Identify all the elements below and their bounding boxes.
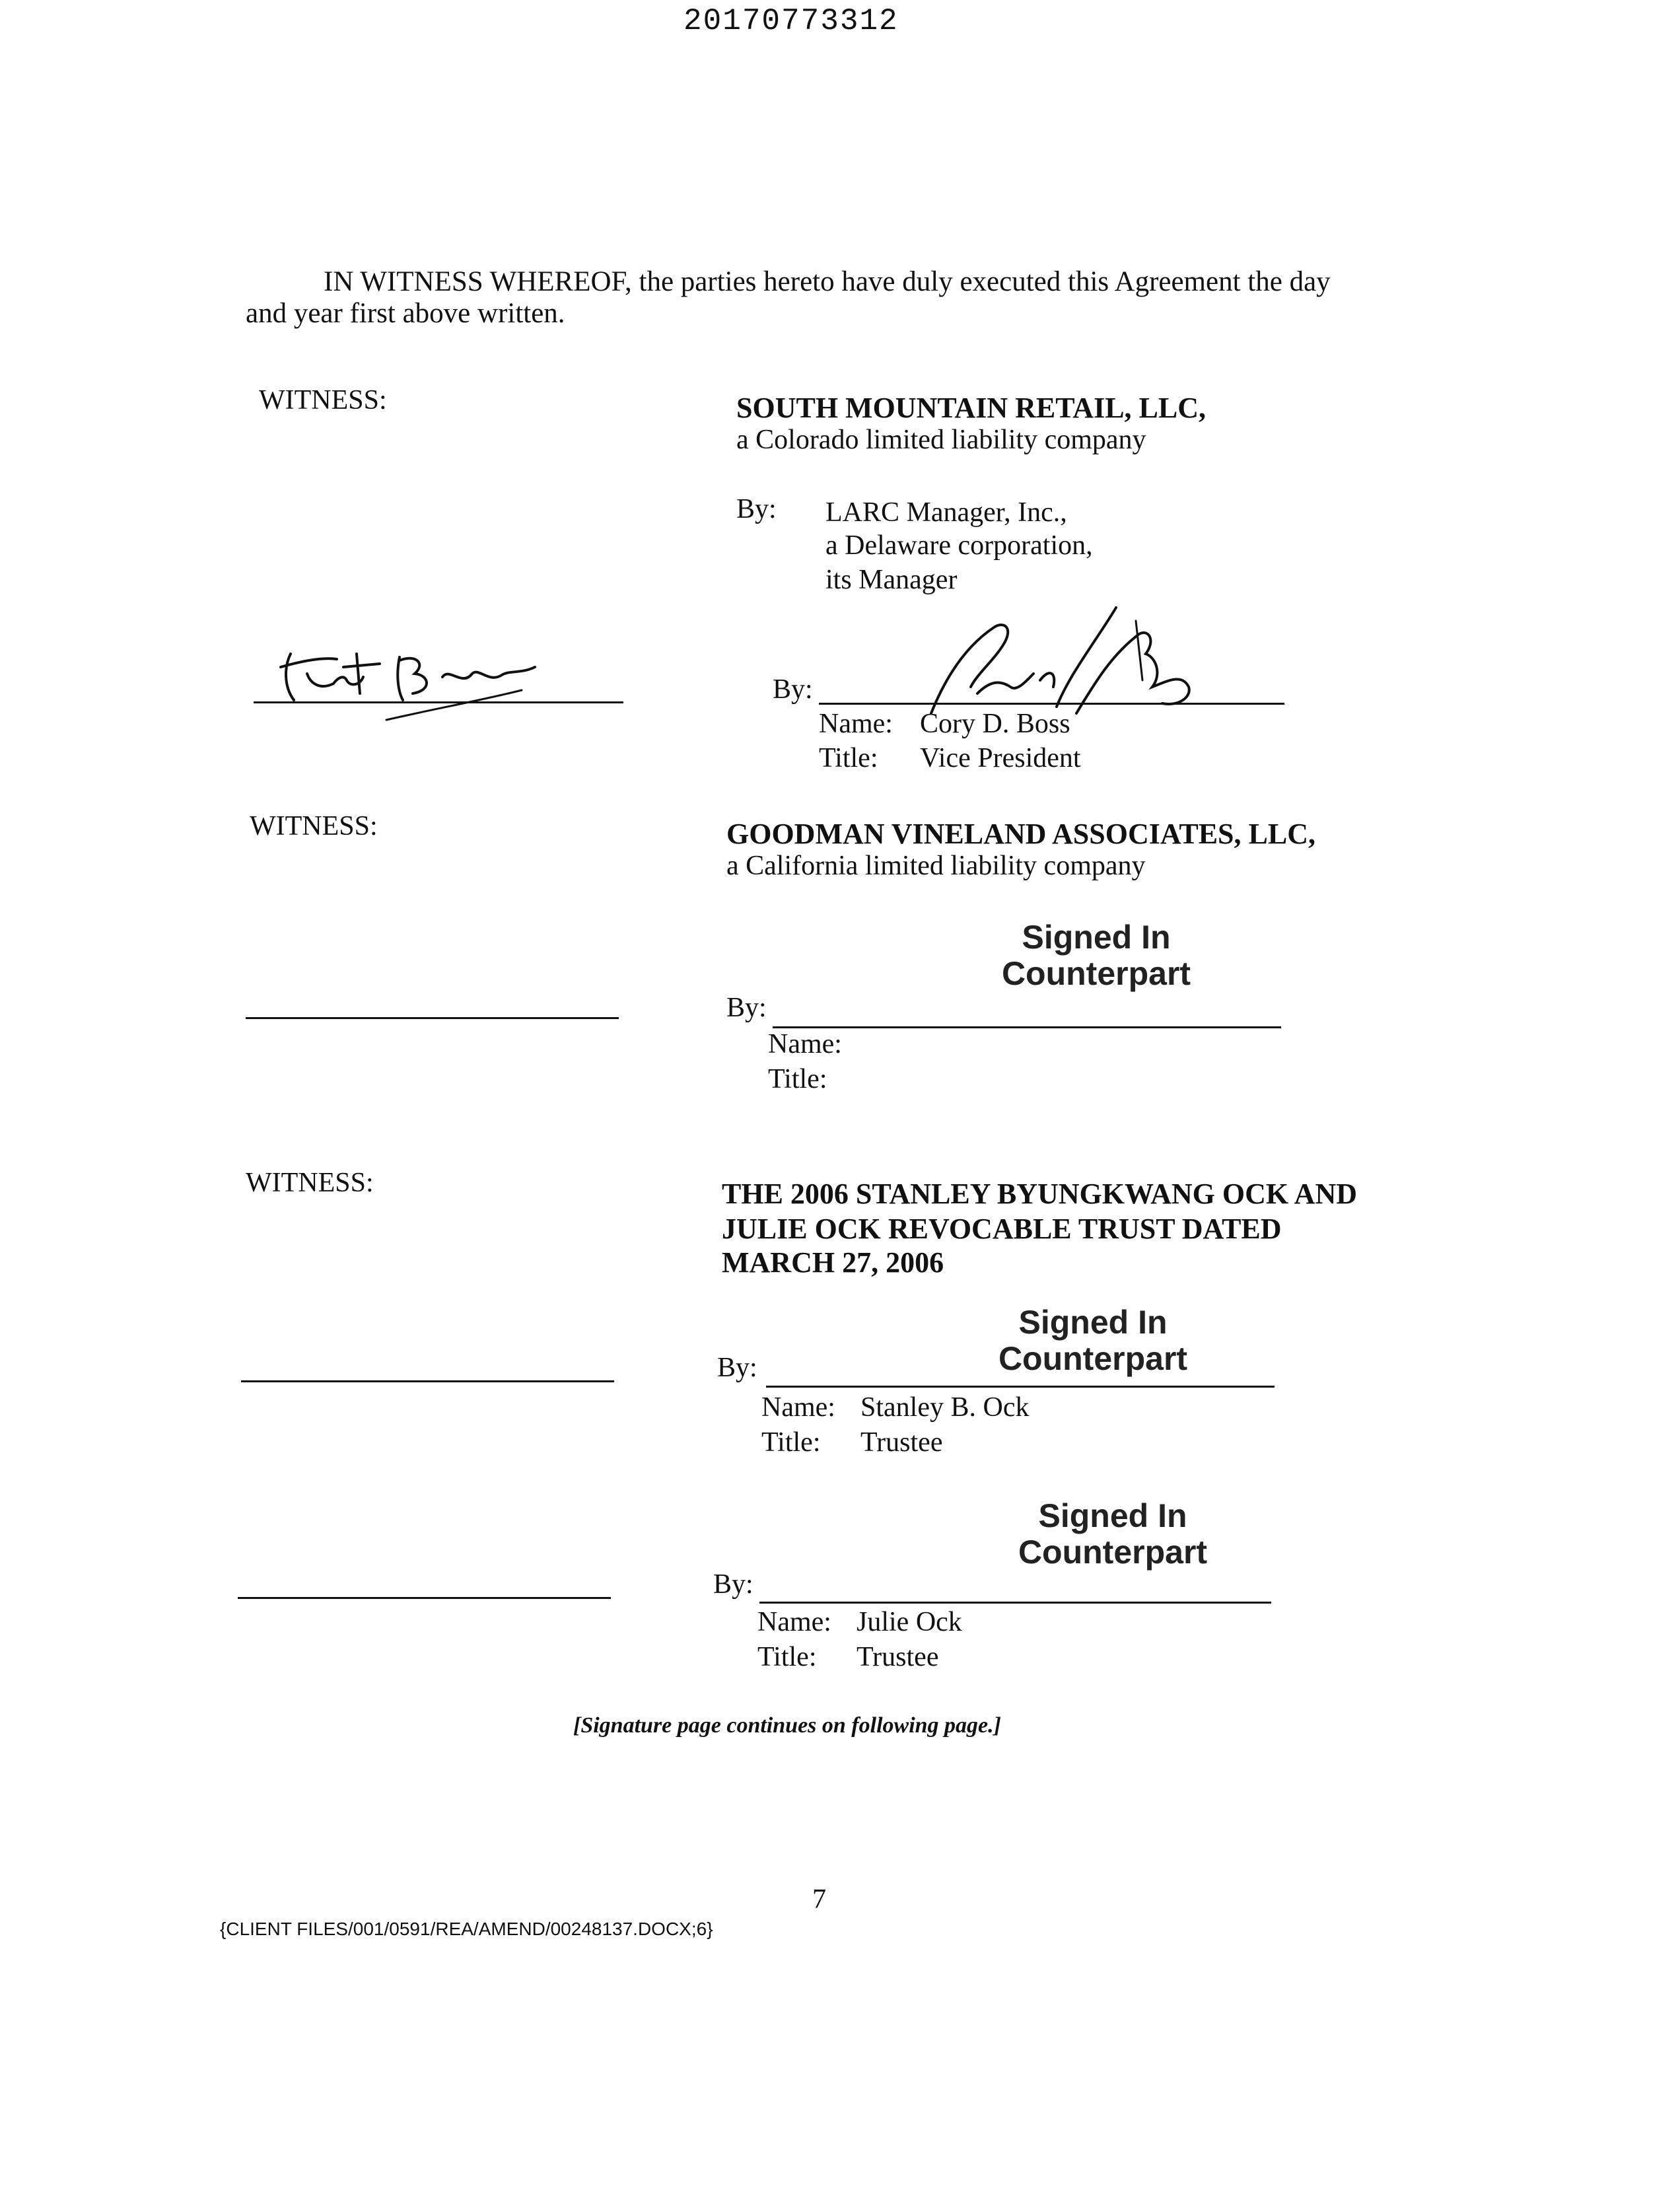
officer-signature-line <box>819 703 1284 705</box>
witness-label-3: WITNESS: <box>246 1168 374 1198</box>
by-label-2: By: <box>726 993 767 1023</box>
name-label-1: Name: <box>819 709 893 739</box>
intro-line-2: and year first above written. <box>246 298 565 329</box>
title-label-2: Title: <box>768 1064 827 1094</box>
by-label-1a: By: <box>736 494 777 524</box>
witness-signature-1 <box>244 627 641 733</box>
entity-desc-1: a Colorado limited liability company <box>736 425 1146 455</box>
stamp-line-2: Counterpart <box>1018 1534 1208 1571</box>
title-label-1: Title: <box>819 743 878 773</box>
title-value-1: Vice President <box>920 743 1081 773</box>
by-label-1b: By: <box>773 674 813 705</box>
name-value-1: Cory D. Boss <box>920 709 1070 739</box>
signed-in-counterpart-stamp-2 <box>994 1304 1192 1377</box>
entity-desc-2: a California limited liability company <box>726 851 1146 881</box>
footer-file-path: {CLIENT FILES/001/0591/REA/AMEND/00248137.DOCX;6} <box>220 1919 713 1939</box>
witness-signature-line-3 <box>241 1380 614 1382</box>
witness-label-2: WITNESS: <box>250 811 378 841</box>
stamp-line-2: Counterpart <box>998 1340 1188 1377</box>
stamp-line-1: Signed In <box>1038 1497 1187 1534</box>
entity-name-3-line-1: THE 2006 STANLEY BYUNGKWANG OCK AND <box>722 1178 1358 1210</box>
entity-name-1: SOUTH MOUNTAIN RETAIL, LLC, <box>736 392 1207 424</box>
entity-name-3-line-2: JULIE OCK REVOCABLE TRUST DATED <box>722 1213 1282 1245</box>
document-number: 20170773312 <box>683 4 899 38</box>
by-label-3b: By: <box>713 1569 753 1600</box>
page-number: 7 <box>812 1884 826 1915</box>
stamp-line-1: Signed In <box>1018 1304 1168 1341</box>
witness-signature-line-4 <box>238 1597 611 1599</box>
signature-line-3a <box>766 1386 1275 1388</box>
name-label-2: Name: <box>768 1029 842 1059</box>
intro-line-1: IN WITNESS WHEREOF, the parties hereto have duly executed this Agreement the day <box>324 266 1331 297</box>
manager-name: LARC Manager, Inc., <box>825 497 1067 528</box>
stamp-line-1: Signed In <box>1022 919 1171 956</box>
entity-name-2: GOODMAN VINELAND ASSOCIATES, LLC, <box>726 818 1315 850</box>
stamp-line-2: Counterpart <box>1001 955 1191 992</box>
title-label-3b: Title: <box>757 1642 817 1672</box>
title-label-3a: Title: <box>761 1427 821 1458</box>
name-label-3b: Name: <box>757 1607 831 1637</box>
signature-line-3b <box>759 1602 1271 1604</box>
witness-signature-line-2 <box>246 1017 619 1019</box>
by-label-3a: By: <box>717 1353 757 1383</box>
witness-signature-line-1 <box>254 701 623 703</box>
title-value-3b: Trustee <box>857 1642 939 1672</box>
name-value-3b: Julie Ock <box>857 1607 962 1637</box>
manager-role: its Manager <box>825 565 958 595</box>
witness-label-1: WITNESS: <box>259 385 387 415</box>
name-label-3a: Name: <box>761 1392 835 1423</box>
manager-desc: a Delaware corporation, <box>825 530 1093 561</box>
continues-note: [Signature page continues on following page.] <box>573 1713 1001 1738</box>
signature-line-2 <box>773 1026 1281 1028</box>
entity-name-3-line-3: MARCH 27, 2006 <box>722 1246 944 1279</box>
signed-in-counterpart-stamp-1 <box>997 919 1195 992</box>
signed-in-counterpart-stamp-3 <box>1014 1498 1212 1571</box>
title-value-3a: Trustee <box>860 1427 943 1458</box>
name-value-3a: Stanley B. Ock <box>860 1392 1030 1423</box>
